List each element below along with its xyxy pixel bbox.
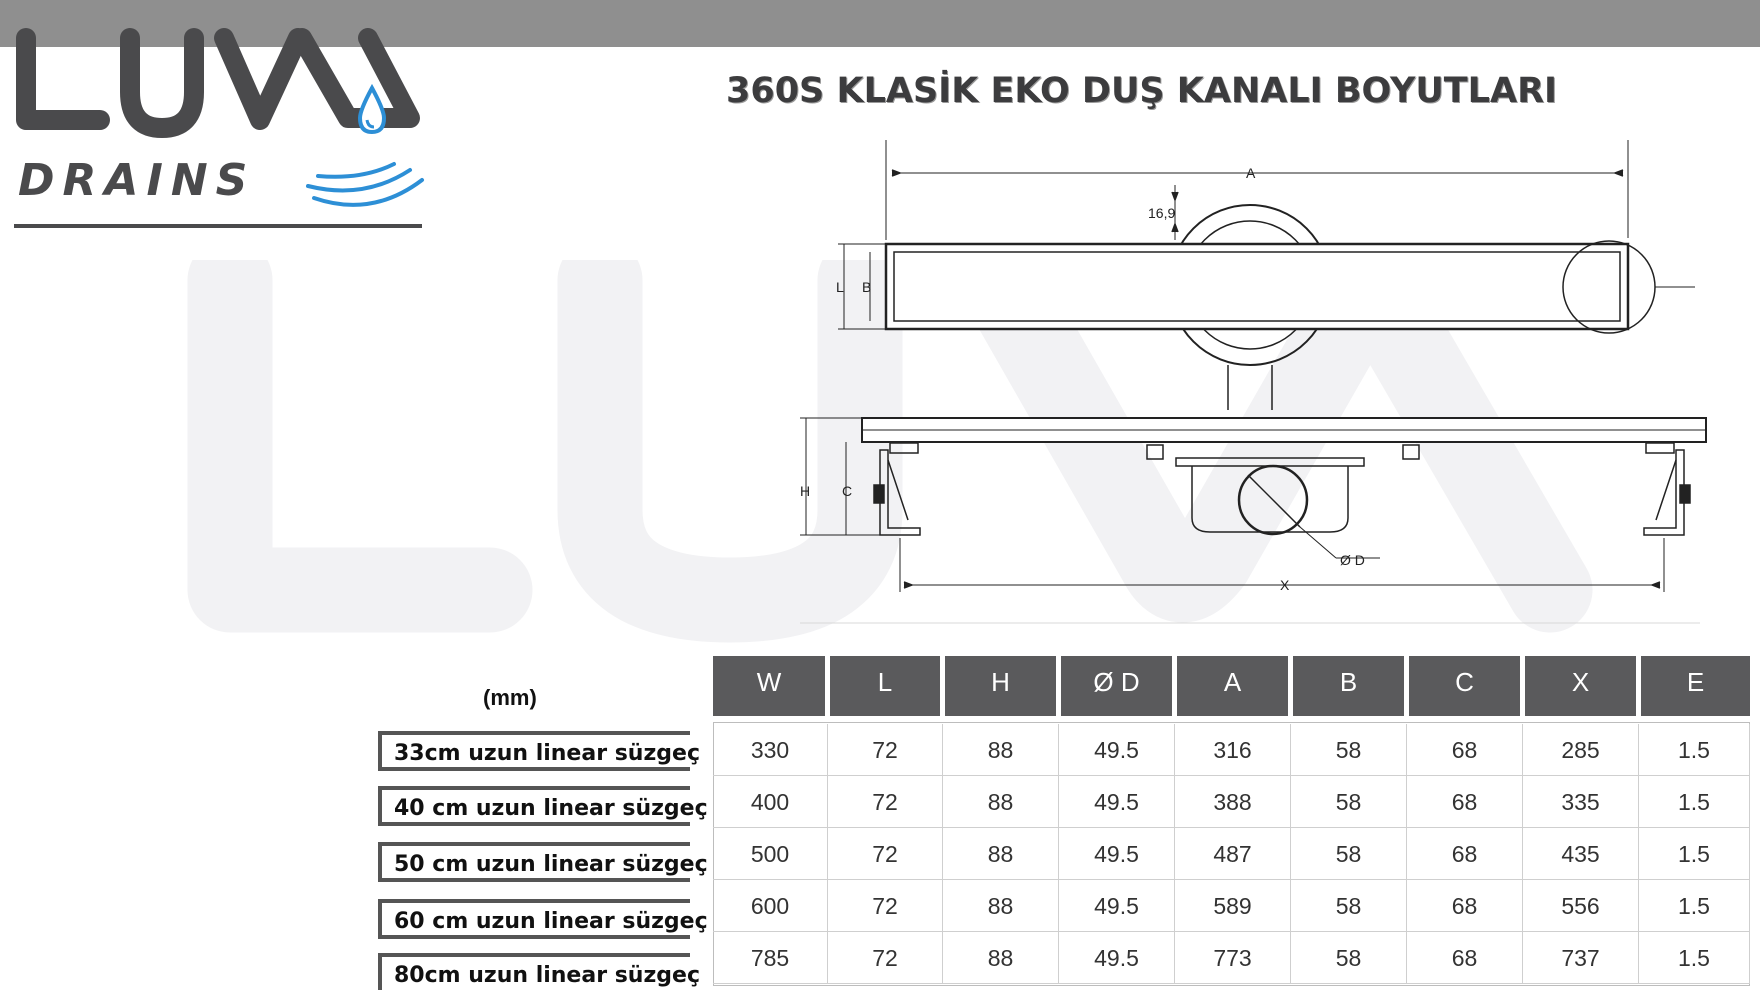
table-cell: 316 (1175, 724, 1291, 776)
logo-drains-text: DRAINS (18, 155, 256, 206)
table-cell: 785 (713, 932, 828, 984)
col-header: B (1293, 656, 1404, 716)
table-cell: 49.5 (1059, 932, 1175, 984)
table-cell: 72 (828, 828, 943, 880)
table-cell: 1.5 (1639, 724, 1750, 776)
luva-drains-logo (12, 20, 432, 210)
dim-h-label: H (800, 483, 811, 499)
dim-l-label: L (836, 279, 844, 295)
col-header: A (1177, 656, 1288, 716)
table-cell: 556 (1523, 880, 1639, 932)
table-cell: 58 (1291, 776, 1407, 828)
row-label: 33cm uzun linear süzgeç (378, 731, 690, 771)
col-header: E (1641, 656, 1750, 716)
table-cell: 500 (713, 828, 828, 880)
col-header: H (945, 656, 1056, 716)
table-cell: 773 (1175, 932, 1291, 984)
table-cell: 330 (713, 724, 828, 776)
logo-underline (14, 224, 422, 228)
table-cell: 88 (943, 828, 1059, 880)
table-cell: 400 (713, 776, 828, 828)
table-cell: 487 (1175, 828, 1291, 880)
table-cell: 88 (943, 724, 1059, 776)
table-cell: 285 (1523, 724, 1639, 776)
table-cell: 68 (1407, 828, 1523, 880)
table-cell: 88 (943, 776, 1059, 828)
dim-b-label: B (862, 279, 872, 295)
table-cell: 1.5 (1639, 776, 1750, 828)
table-cell: 58 (1291, 724, 1407, 776)
row-label: 80cm uzun linear süzgeç (378, 953, 690, 990)
dim-d-label: Ø D (1340, 552, 1365, 568)
table-cell: 68 (1407, 724, 1523, 776)
table-cell: 49.5 (1059, 776, 1175, 828)
table-cell: 88 (943, 880, 1059, 932)
table-cell: 49.5 (1059, 828, 1175, 880)
page-title: 360S KLASİK EKO DUŞ KANALI BOYUTLARI (726, 71, 1558, 111)
table-cell: 388 (1175, 776, 1291, 828)
table-cell: 72 (828, 880, 943, 932)
dim-c-label: C (842, 483, 853, 499)
table-cell: 68 (1407, 776, 1523, 828)
table-cell: 58 (1291, 932, 1407, 984)
table-cell: 49.5 (1059, 724, 1175, 776)
table-cell: 435 (1523, 828, 1639, 880)
table-cell: 72 (828, 776, 943, 828)
row-label: 60 cm uzun linear süzgeç (378, 899, 690, 939)
dim-x-label: X (1280, 577, 1290, 593)
table-cell: 335 (1523, 776, 1639, 828)
col-header: W (713, 656, 825, 716)
row-label: 50 cm uzun linear süzgeç (378, 842, 690, 882)
table-cell: 88 (943, 932, 1059, 984)
col-header: L (830, 656, 940, 716)
dim-169-label: 16,9 (1148, 205, 1176, 221)
table-cell: 1.5 (1639, 932, 1750, 984)
col-header: C (1409, 656, 1520, 716)
table-cell: 1.5 (1639, 880, 1750, 932)
row-label: 40 cm uzun linear süzgeç (378, 786, 690, 826)
col-header: Ø D (1061, 656, 1172, 716)
table-cell: 1.5 (1639, 828, 1750, 880)
unit-label: (mm) (483, 685, 537, 710)
col-header: X (1525, 656, 1636, 716)
table-cell: 589 (1175, 880, 1291, 932)
table-cell: 72 (828, 932, 943, 984)
table-cell: 68 (1407, 932, 1523, 984)
table-cell: 58 (1291, 880, 1407, 932)
table-cell: 68 (1407, 880, 1523, 932)
table-cell: 600 (713, 880, 828, 932)
technical-drawing (780, 140, 1720, 630)
table-cell: 58 (1291, 828, 1407, 880)
dim-a-label: A (1246, 165, 1256, 181)
table-cell: 737 (1523, 932, 1639, 984)
table-cell: 72 (828, 724, 943, 776)
table-cell: 49.5 (1059, 880, 1175, 932)
